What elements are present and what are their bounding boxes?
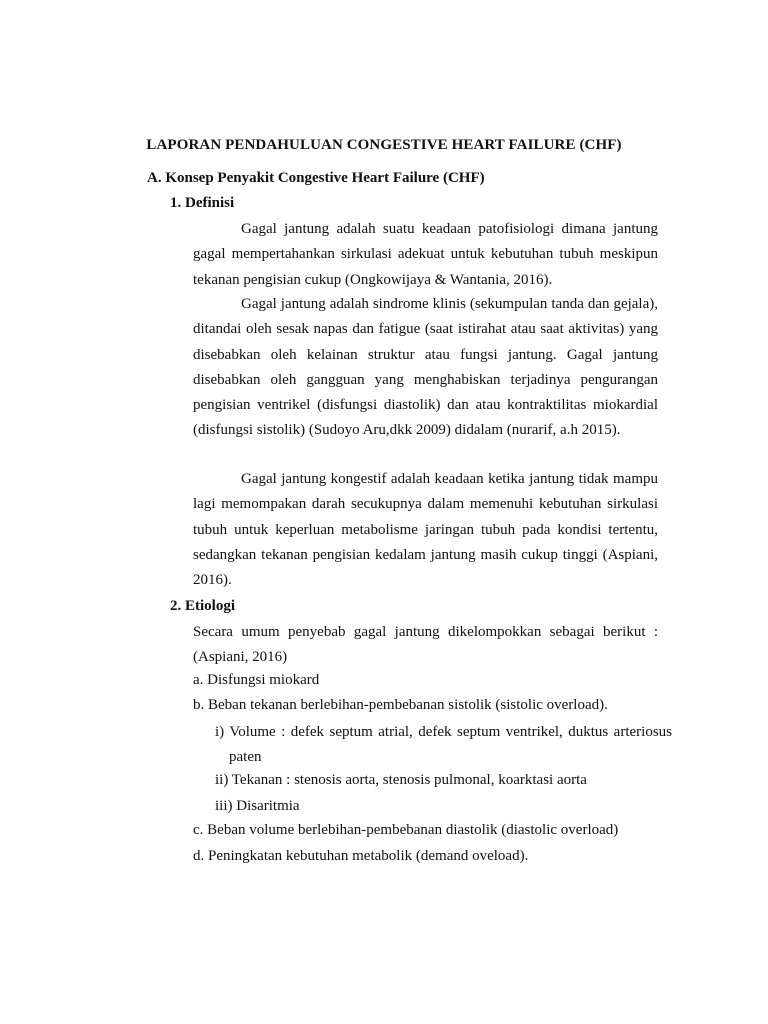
etiologi-sub-iii: iii) Disaritmia [215,798,300,814]
definisi-paragraph-3: Gagal jantung kongestif adalah keadaan ketika jantung tidak mampu lagi memompakan darah secukupnya dalam memenuhi kebutuhan sirkulasi tubuh untuk keperluan metabolisme jaringan tubuh pada kondisi tertentu, sedangkan tekanan pengisian kedalam jantung masih cukup tinggi (Aspiani, 2016). [193,471,658,589]
etiologi-heading: 2. Etiologi [170,598,236,614]
etiologi-item-b: b. Beban tekanan berlebihan-pembebanan sistolik (sistolic overload). [193,697,608,713]
document-title: LAPORAN PENDAHULUAN CONGESTIVE HEART FAILURE (CHF) [146,137,622,153]
etiologi-item-a: a. Disfungsi miokard [193,672,320,688]
etiologi-item-c: c. Beban volume berlebihan-pembebanan diastolik (diastolic overload) [193,822,619,838]
definisi-paragraph-2: Gagal jantung adalah sindrome klinis (sekumpulan tanda dan gejala), ditandai oleh sesak napas dan fatigue (saat istirahat atau saat aktivitas) yang disebabkan oleh kelainan struktur atau fungsi jantung. Gagal jantung disebabkan oleh gangguan yang menghabiskan terjadinya pengurangan pengisian ventrikel (disfungsi diastolik) dan atau kontraktilitas miokardial (disfungsi sistolik) (Sudoyo Aru,dkk 2009) didalam (nurarif, a.h 2015). [193,296,658,439]
definisi-paragraph-1: Gagal jantung adalah suatu keadaan patofisiologi dimana jantung gagal mempertahankan sirkulasi adekuat untuk kebutuhan tubuh meskipun tekanan pengisian cukup (Ongkowijaya & Wantania, 2016). [193,221,658,288]
etiologi-sub-i: i) Volume : defek septum atrial, defek septum ventrikel, duktus arteriosus paten [215,724,672,765]
etiologi-intro: Secara umum penyebab gagal jantung dikelompokkan sebagai berikut : (Aspiani, 2016) [193,624,658,666]
definisi-heading: 1. Definisi [170,195,235,211]
etiologi-sub-ii: ii) Tekanan : stenosis aorta, stenosis pulmonal, koarktasi aorta [215,772,587,788]
etiologi-item-d: d. Peningkatan kebutuhan metabolik (demand oveload). [193,848,529,864]
section-a-heading: A. Konsep Penyakit Congestive Heart Failure (CHF) [147,170,485,186]
